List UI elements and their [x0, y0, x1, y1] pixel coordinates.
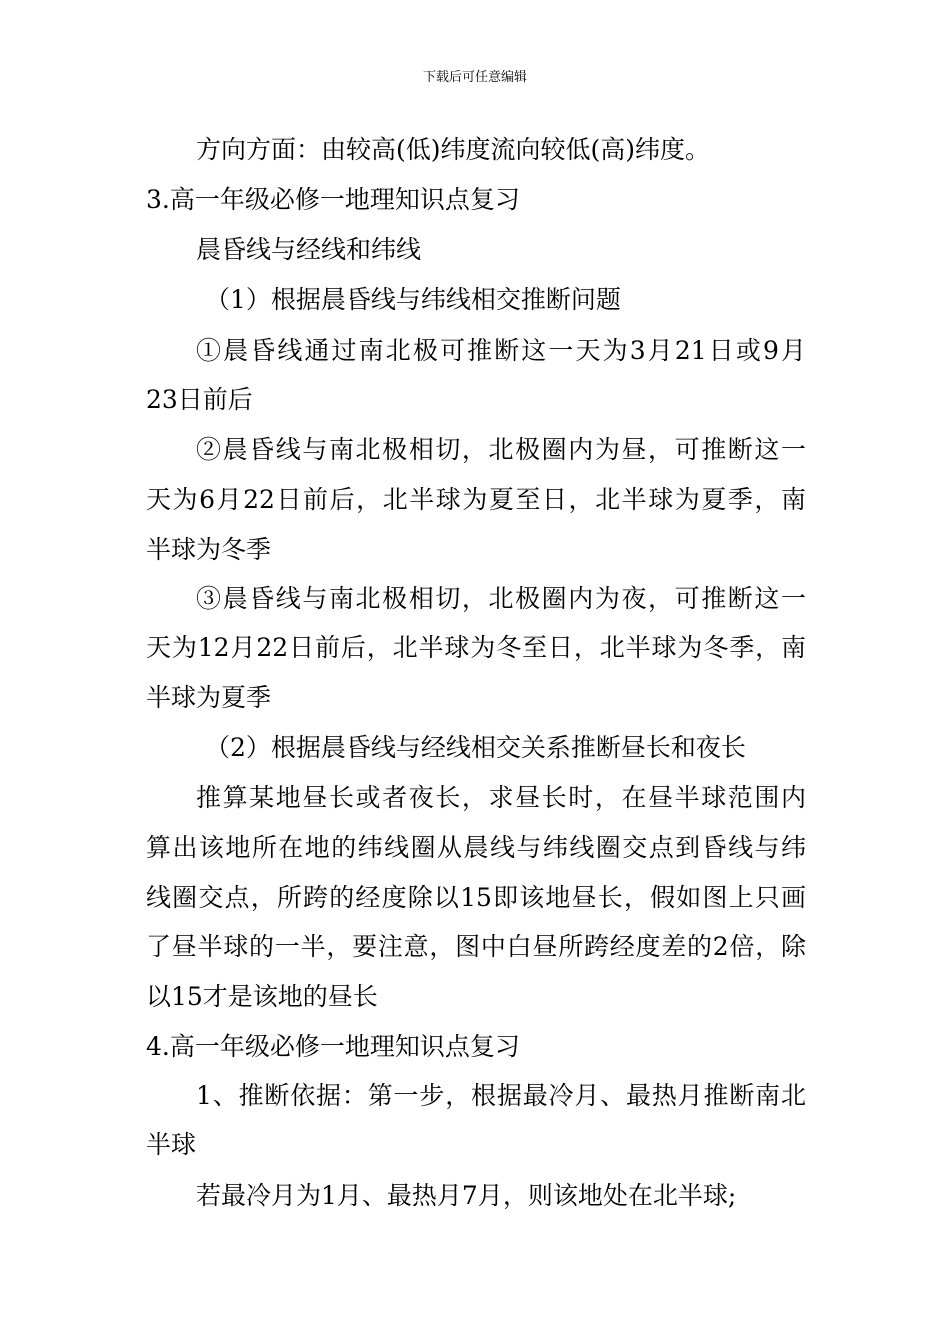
text-line: 线圈交点，所跨的经度除以15即该地昼长，假如图上只画 [146, 883, 806, 912]
text-line: 天为12月22日前后，北半球为冬至日，北半球为冬季，南 [146, 633, 806, 662]
page-header: 下载后可任意编辑 [422, 70, 527, 85]
text-line: 方向方面：由较高(低)纬度流向较低(高)纬度。 [196, 135, 711, 164]
text-line: ③晨昏线与南北极相切，北极圈内为夜，可推断这一 [196, 584, 806, 613]
section-heading: 3.高一年级必修一地理知识点复习 [146, 185, 520, 214]
text-line: 算出该地所在地的纬线圈从晨线与纬线圈交点到昏线与纬 [146, 833, 806, 862]
text-line: 1、推断依据：第一步，根据最冷月、最热月推断南北 [196, 1081, 806, 1110]
text-line: 推算某地昼长或者夜长，求昼长时，在昼半球范围内 [196, 783, 806, 812]
sub-heading: （1）根据晨昏线与纬线相交推断问题 [205, 285, 621, 314]
text-line: ①晨昏线通过南北极可推断这一天为3月21日或9月 [196, 336, 806, 365]
text-line: ②晨昏线与南北极相切，北极圈内为昼，可推断这一 [196, 435, 806, 464]
text-line: 天为6月22日前后，北半球为夏至日，北半球为夏季，南 [146, 485, 806, 514]
text-line: 若最冷月为1月、最热月7月，则该地处在北半球; [196, 1181, 737, 1210]
section-heading: 4.高一年级必修一地理知识点复习 [146, 1032, 520, 1061]
text-line: 了昼半球的一半，要注意，图中白昼所跨经度差的2倍，除 [146, 932, 806, 961]
text-line: 半球为冬季 [146, 535, 272, 564]
sub-heading: （2）根据晨昏线与经线相交关系推断昼长和夜长 [205, 733, 746, 762]
text-line: 23日前后 [146, 385, 253, 414]
text-line: 半球 [146, 1130, 197, 1159]
text-line: 晨昏线与经线和纬线 [196, 235, 422, 264]
text-line: 半球为夏季 [146, 683, 272, 712]
text-line: 以15才是该地的昼长 [146, 982, 378, 1011]
